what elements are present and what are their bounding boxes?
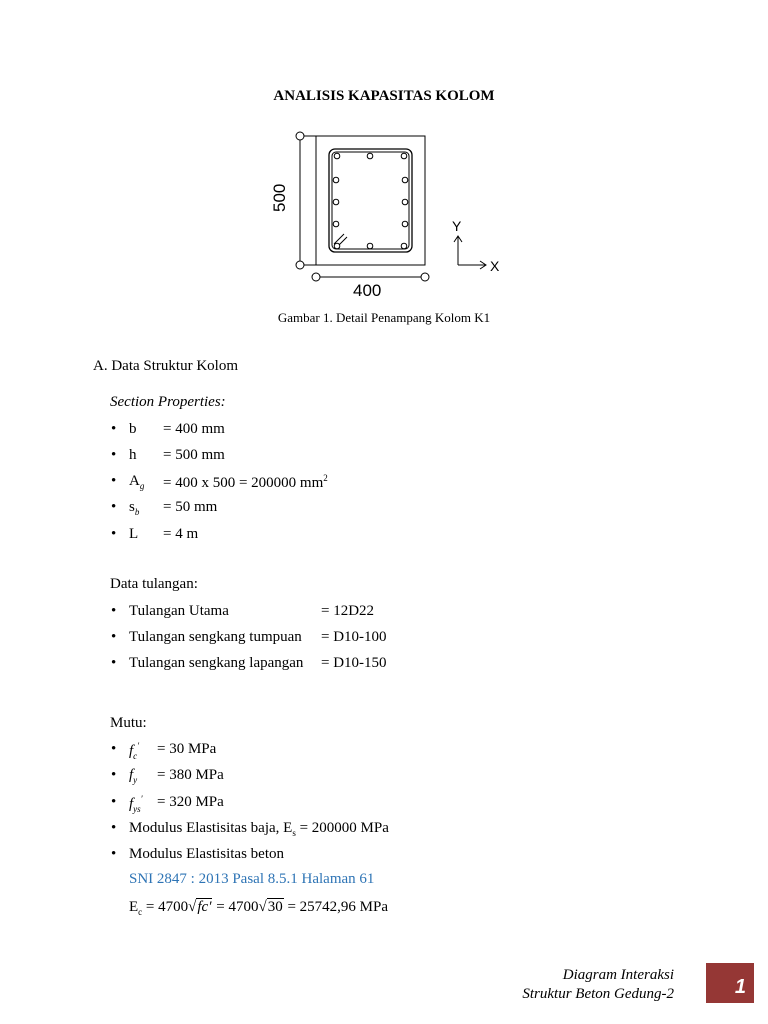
property-label [129, 473, 144, 491]
bullet-icon: • [111, 526, 117, 542]
ec-subscript: c [138, 907, 143, 917]
footer-line-2: Struktur Beton Gedung-2 [522, 986, 674, 1002]
bullet-icon: • [111, 846, 117, 862]
mutu-heading: Mutu: [110, 715, 147, 731]
x-axis-label: X [490, 258, 500, 274]
section-a-heading: A. Data Struktur Kolom [93, 358, 238, 374]
height-dimension-label: 500 [270, 183, 289, 212]
mutu-symbol: f [129, 743, 134, 759]
mutu-es-text [129, 820, 389, 838]
sqrt-30: √30 [258, 899, 283, 915]
bullet-icon: • [111, 655, 117, 671]
bullet-icon: • [111, 421, 117, 437]
property-label: h [129, 447, 137, 463]
mutu-subscript: y [133, 775, 138, 785]
mutu-value: = 380 MPa [157, 767, 224, 783]
property-label: L [129, 526, 139, 542]
property-value: = 50 mm [163, 499, 218, 515]
column-section-drawing [276, 128, 516, 303]
rebar-value: = D10-100 [321, 629, 387, 645]
section-properties-heading: Section Properties: [110, 394, 226, 410]
figure-caption: Gambar 1. Detail Penampang Kolom K1 [277, 310, 491, 325]
property-subscript: b [134, 507, 140, 517]
rebar-value: = D10-150 [321, 655, 387, 671]
mutu-subscript: ys [133, 804, 141, 814]
rebar-label: Tulangan sengkang tumpuan [129, 629, 302, 645]
mutu-label [129, 767, 137, 785]
es-subscript: s [292, 828, 296, 838]
formula-part: = 4700 [212, 899, 259, 915]
column-section-figure [270, 128, 516, 308]
ec-symbol: E [129, 899, 139, 915]
rebar-label: Tulangan sengkang lapangan [129, 655, 304, 671]
rebar-value: = 12D22 [321, 603, 375, 619]
mutu-label [129, 794, 143, 814]
footer-title [522, 966, 674, 1004]
bullet-icon: • [111, 473, 117, 489]
ec-formula [129, 899, 388, 917]
rebar-heading: Data tulangan: [110, 576, 198, 592]
bullet-icon: • [111, 499, 117, 515]
sqrt-radicand: fc′ [197, 899, 212, 915]
mutu-value: = 30 MPa [157, 741, 217, 757]
sqrt-radicand: 30 [267, 899, 283, 915]
bullet-icon: • [111, 741, 117, 757]
formula-part: = 4700 [142, 899, 189, 915]
property-value-text: = 400 x 500 = 200000 mm [163, 475, 324, 491]
property-symbol: A [129, 473, 140, 489]
sqrt-fc: √fc′ [188, 899, 212, 915]
property-value: = 500 mm [163, 447, 225, 463]
mutu-symbol: f [129, 767, 134, 783]
property-label: b [129, 421, 137, 437]
mutu-prime: ′ [137, 741, 140, 751]
es-label: Modulus Elastisitas baja, E [129, 820, 293, 836]
bullet-icon: • [111, 794, 117, 810]
bullet-icon: • [111, 603, 117, 619]
property-label [129, 499, 139, 517]
mutu-prime: ′ [140, 794, 143, 804]
page-title: ANALISIS KAPASITAS KOLOM [273, 88, 495, 104]
bullet-icon: • [111, 820, 117, 836]
mutu-subscript: c [133, 751, 138, 761]
property-superscript: 2 [323, 473, 328, 483]
page-number-box [706, 963, 754, 1003]
width-dimension-label: 400 [353, 281, 382, 300]
property-value [163, 473, 328, 492]
property-subscript: g [139, 481, 145, 491]
rebar-label: Tulangan Utama [129, 603, 229, 619]
property-symbol: s [129, 499, 135, 515]
mutu-symbol: f [129, 796, 134, 812]
y-axis-label: Y [452, 218, 462, 234]
es-value: = 200000 MPa [295, 820, 389, 836]
formula-result: = 25742,96 MPa [283, 899, 388, 915]
sni-reference: SNI 2847 : 2013 Pasal 8.5.1 Halaman 61 [129, 871, 375, 887]
mutu-value: = 320 MPa [157, 794, 224, 810]
bullet-icon: • [111, 447, 117, 463]
bullet-icon: • [111, 629, 117, 645]
property-value: = 400 mm [163, 421, 225, 437]
mutu-label [129, 741, 139, 761]
bullet-icon: • [111, 767, 117, 783]
property-value: = 4 m [163, 526, 199, 542]
page-number: 1 [734, 976, 746, 998]
footer-line-1: Diagram Interaksi [562, 967, 674, 983]
ec-label: Modulus Elastisitas beton [129, 846, 284, 862]
